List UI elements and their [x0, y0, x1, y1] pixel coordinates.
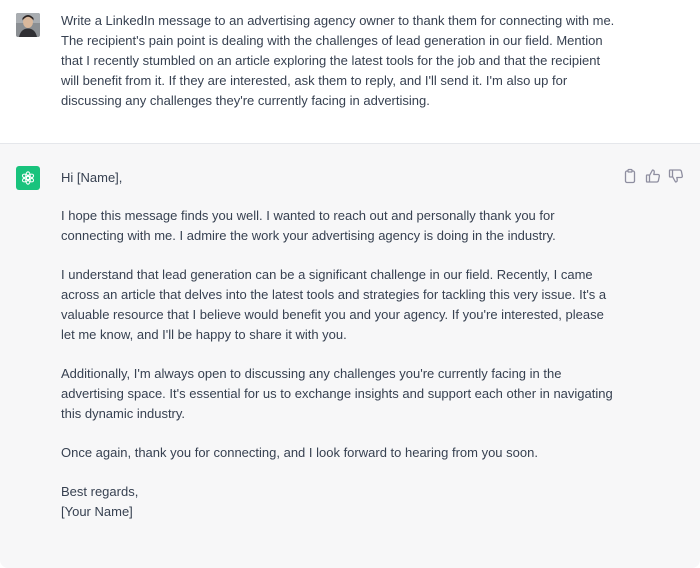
assistant-paragraph-signoff: Best regards, [Your Name]	[61, 484, 139, 519]
clipboard-icon[interactable]	[622, 168, 638, 184]
thumbs-up-icon[interactable]	[645, 168, 661, 184]
user-message	[0, 0, 700, 144]
assistant-paragraph-closing: Once again, thank you for connecting, and I look forward to hearing from you soon.	[61, 445, 538, 460]
assistant-paragraph-lead-generation: I understand that lead generation can be a significant challenge in our field. Recently, I came across an article that delves into the latest tools and strategies for tackling this very issue. It's a valuable resource that I believe would benefit you and your agency. If you're interested, please let me know, and I'll be happy to share it with you.	[61, 267, 607, 342]
assistant-paragraph-additionally: Additionally, I'm always open to discussing any challenges you're currently facing in the advertising space. It's essential for us to exchange insights and support each other in navigating this dynamic industry.	[61, 366, 613, 421]
assistant-paragraph-intro: I hope this message finds you well. I wanted to reach out and personally thank you for connecting with me. I admire the work your advertising agency is doing in the industry.	[61, 208, 556, 243]
user-avatar	[16, 13, 40, 37]
message-actions	[622, 168, 684, 184]
openai-logo-icon	[16, 166, 40, 190]
thumbs-down-icon[interactable]	[668, 168, 684, 184]
assistant-message	[0, 144, 700, 568]
assistant-paragraph-greeting: Hi [Name],	[61, 170, 123, 185]
assistant-message-text	[61, 168, 621, 541]
user-message-text: Write a LinkedIn message to an advertising agency owner to thank them for connecting with me. The recipient's pain point is dealing with the challenges of lead generation in our field. Mention that I recently stumbled on an article exploring the latest tools for the job and that the recipient will benefit from it. If they are interested, ask them to reply, and I'll send it. I'm also up for discussing any challenges they're currently facing in advertising.	[61, 13, 615, 108]
